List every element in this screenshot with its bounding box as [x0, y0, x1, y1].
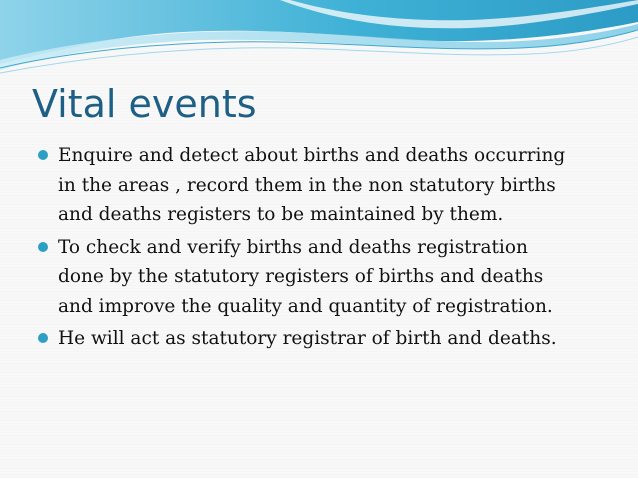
header-wave-decoration: [0, 0, 638, 80]
bullet-text-line: Enquire and detect about births and deaths occurring: [58, 145, 566, 166]
bullet-text-line: in the areas , record them in the non statutory births: [58, 174, 556, 196]
bullet-text-line: He will act as statutory registrar of birth and deaths.: [58, 328, 557, 349]
bullet-dot-icon: [38, 150, 48, 160]
bullet-dot-icon: [38, 242, 48, 252]
bullet-text-line: done by the statutory registers of births and deaths: [58, 266, 544, 287]
bullet-item: [38, 324, 613, 354]
bullet-item: [38, 141, 613, 230]
bullet-text-line: To check and verify births and deaths registration: [58, 236, 528, 258]
bullet-text-line: and deaths registers to be maintained by them.: [58, 204, 504, 225]
bullet-dot-icon: [38, 333, 48, 343]
bullet-text-line: and improve the quality and quantity of registration.: [58, 295, 553, 317]
bullet-item: [38, 233, 613, 322]
bullet-list: [38, 141, 613, 357]
slide-title: Vital events: [32, 82, 257, 126]
